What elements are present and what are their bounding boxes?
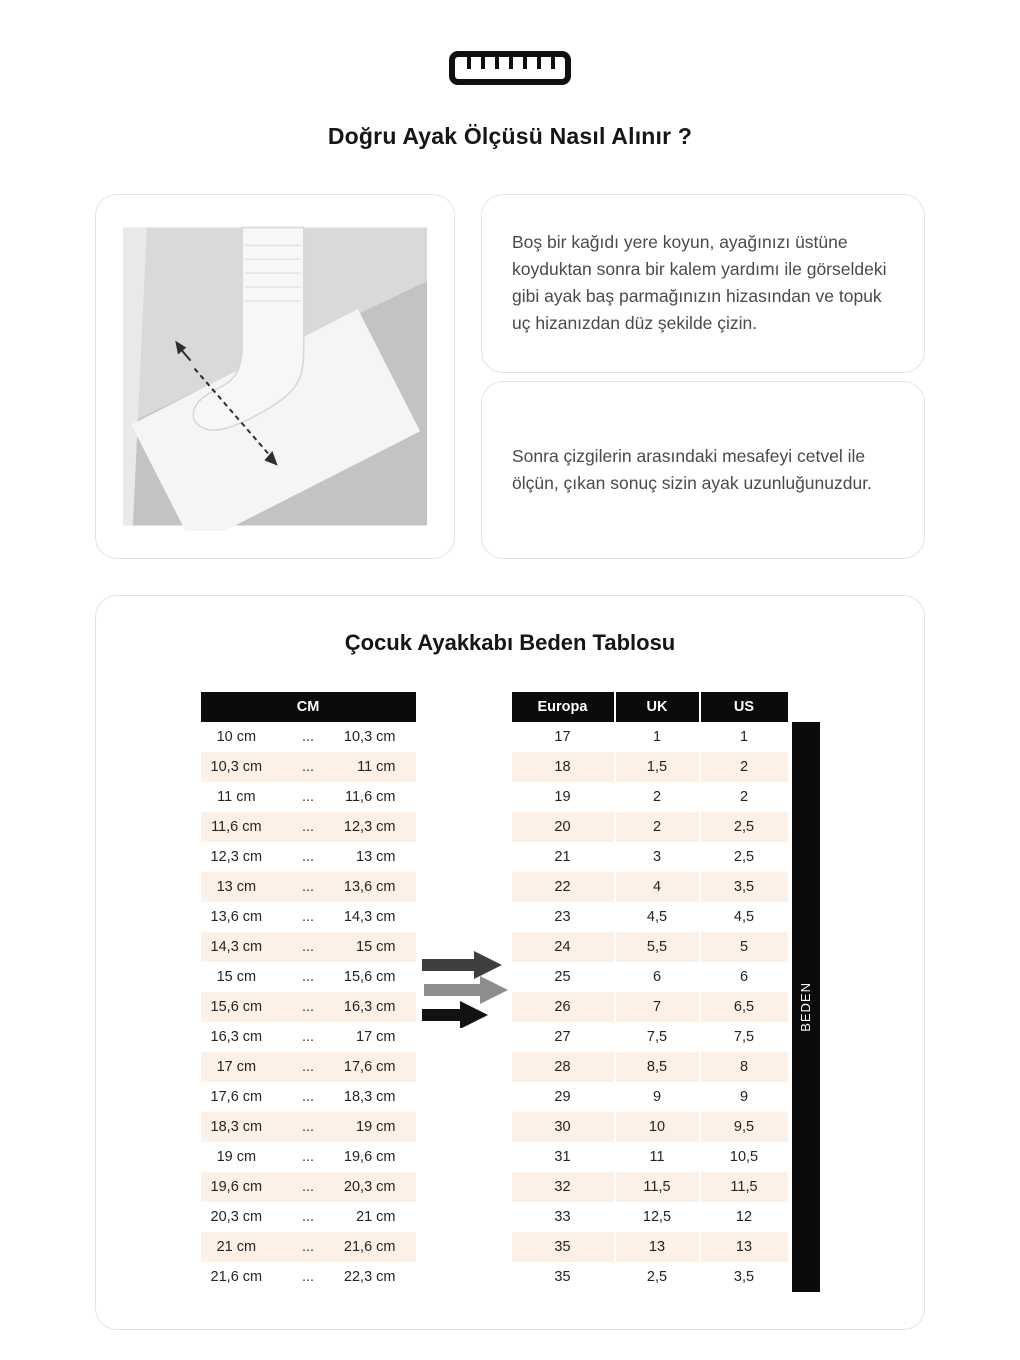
cm-table-row: [201, 1172, 416, 1202]
uk-size-cell: 5,5: [615, 932, 700, 962]
uk-size-cell: 4,5: [615, 902, 700, 932]
cm-table-row: [201, 932, 416, 962]
size-tables-row: [96, 692, 924, 1292]
europa-size-cell: 17: [554, 729, 571, 745]
cm-to-cell: 19 cm: [344, 1112, 416, 1142]
size-header-cell: Europa: [512, 692, 615, 722]
cm-to-cell: 21 cm: [356, 1209, 396, 1225]
uk-size-cell: 6: [615, 962, 700, 992]
cm-from-cell: 12,3 cm: [210, 849, 263, 865]
us-size-cell: 12: [700, 1202, 788, 1232]
europa-size-cell: 24: [512, 932, 615, 962]
cm-from-cell: 20,3 cm: [210, 1209, 263, 1225]
uk-size-cell: 2: [615, 782, 700, 812]
cm-from-cell: 17,6 cm: [210, 1089, 263, 1105]
cm-separator-cell: ...: [272, 1112, 344, 1142]
europa-size-cell: 18: [512, 752, 615, 782]
us-size-cell: 11,5: [700, 1172, 788, 1202]
cm-separator-cell: ...: [301, 969, 315, 985]
page-title: Doğru Ayak Ölçüsü Nasıl Alınır ?: [327, 123, 693, 149]
uk-size-cell: 9: [615, 1082, 700, 1112]
size-table-body: [512, 722, 788, 1292]
cm-from-cell: 11,6 cm: [201, 812, 273, 842]
instruction-step-2: [481, 381, 925, 560]
cm-separator-cell: ...: [272, 1232, 344, 1262]
cm-separator-cell: ...: [301, 1149, 315, 1165]
us-size-cell: 2: [700, 782, 788, 812]
cm-table-row: [201, 1082, 416, 1112]
uk-size-cell: 1,5: [615, 752, 700, 782]
us-size-cell: 7,5: [700, 1022, 788, 1052]
cm-from-cell: 15,6 cm: [201, 992, 273, 1022]
size-table-row: [512, 752, 788, 782]
cm-separator-cell: ...: [272, 1052, 344, 1082]
instruction-text-column: [481, 194, 925, 559]
cm-to-cell: 11 cm: [344, 752, 416, 782]
size-table-row: [512, 1142, 788, 1172]
cm-to-cell: 12,3 cm: [344, 812, 416, 842]
transfer-arrows-icon: [416, 950, 512, 1028]
size-table-row: [512, 1022, 788, 1052]
us-size-cell: 1: [700, 722, 788, 752]
cm-from-cell: 10 cm: [216, 729, 257, 745]
cm-table-row: [201, 782, 416, 812]
cm-table-row: [201, 1262, 416, 1292]
uk-size-cell: 8,5: [615, 1052, 700, 1082]
europa-size-cell: 35: [512, 1232, 615, 1262]
cm-separator-cell: ...: [301, 909, 315, 925]
europa-size-cell: 28: [512, 1052, 615, 1082]
beden-side-bar: [792, 722, 820, 1292]
us-size-cell: 8: [700, 1052, 788, 1082]
cm-from-cell: 18,3 cm: [201, 1112, 273, 1142]
us-size-cell: 6: [700, 962, 788, 992]
size-table-row: [512, 902, 788, 932]
instruction-step-2-text: Sonra çizgilerin arasındaki mesafeyi cetvel ile ölçün, çıkan sonuç sizin ayak uzunluğunuzdur.: [512, 445, 872, 493]
europa-size-cell: 25: [554, 969, 571, 985]
cm-separator-cell: ...: [272, 1172, 344, 1202]
us-size-cell: 13: [700, 1232, 788, 1262]
size-header-cell: US: [700, 692, 788, 722]
us-size-cell: 2: [700, 752, 788, 782]
cm-to-cell: 17 cm: [356, 1029, 396, 1045]
uk-size-cell: 4: [615, 872, 700, 902]
size-table-row: [512, 1112, 788, 1142]
cm-to-cell: 13,6 cm: [344, 872, 416, 902]
size-table-row: [512, 1082, 788, 1112]
us-size-cell: 2,5: [700, 842, 788, 872]
cm-table-row: [201, 752, 416, 782]
us-size-cell: 10,5: [700, 1142, 788, 1172]
europa-size-cell: 29: [554, 1089, 571, 1105]
cm-to-cell: 17,6 cm: [344, 1052, 416, 1082]
cm-table-row: [201, 872, 416, 902]
cm-to-cell: 10,3 cm: [343, 729, 396, 745]
beden-side-label: BEDEN: [798, 982, 813, 1032]
size-table-row: [512, 1262, 788, 1292]
ruler-icon: [449, 50, 571, 86]
cm-table-body: [201, 722, 416, 1292]
cm-to-cell: 15,6 cm: [343, 969, 396, 985]
europa-size-cell: 30: [512, 1112, 615, 1142]
cm-from-cell: 10,3 cm: [201, 752, 273, 782]
europa-size-cell: 21: [554, 849, 571, 865]
cm-header-cell: CM: [201, 692, 416, 722]
page-header: [0, 0, 1020, 150]
cm-from-cell: 19 cm: [216, 1149, 257, 1165]
cm-from-cell: 14,3 cm: [201, 932, 273, 962]
size-table-row: [512, 962, 788, 992]
cm-to-cell: 16,3 cm: [344, 992, 416, 1022]
us-size-cell: 6,5: [700, 992, 788, 1022]
cm-from-cell: 15 cm: [216, 969, 257, 985]
cm-separator-cell: ...: [301, 849, 315, 865]
cm-from-cell: 13,6 cm: [210, 909, 263, 925]
us-size-cell: 9: [700, 1082, 788, 1112]
cm-to-cell: 22,3 cm: [343, 1269, 396, 1285]
cm-to-cell: 18,3 cm: [343, 1089, 396, 1105]
cm-table-row: [201, 842, 416, 872]
us-size-cell: 3,5: [700, 872, 788, 902]
us-size-cell: 2,5: [700, 812, 788, 842]
cm-table-row: [201, 722, 416, 752]
cm-separator-cell: ...: [301, 789, 315, 805]
cm-to-cell: 20,3 cm: [344, 1172, 416, 1202]
size-table-card: [95, 595, 925, 1330]
cm-table-row: [201, 902, 416, 932]
us-size-cell: 9,5: [700, 1112, 788, 1142]
cm-table-row: [201, 1202, 416, 1232]
uk-size-cell: 2: [615, 812, 700, 842]
europa-size-cell: 20: [512, 812, 615, 842]
size-table-row: [512, 1172, 788, 1202]
europa-size-cell: 27: [554, 1029, 571, 1045]
size-table-header-row: [512, 692, 788, 722]
size-table-row: [512, 1052, 788, 1082]
uk-size-cell: 11: [615, 1142, 700, 1172]
size-table: [512, 692, 788, 1292]
cm-separator-cell: ...: [272, 992, 344, 1022]
cm-from-cell: 13 cm: [201, 872, 273, 902]
size-table-row: [512, 872, 788, 902]
size-table-row: [512, 1232, 788, 1262]
cm-from-cell: 17 cm: [201, 1052, 273, 1082]
cm-to-cell: 19,6 cm: [343, 1149, 396, 1165]
us-size-cell: 3,5: [700, 1262, 788, 1292]
instruction-section: [0, 194, 1020, 559]
size-table-title: Çocuk Ayakkabı Beden Tablosu: [344, 630, 676, 655]
europa-size-cell: 22: [512, 872, 615, 902]
cm-to-cell: 21,6 cm: [344, 1232, 416, 1262]
size-table-row: [512, 722, 788, 752]
cm-table: [201, 692, 416, 1292]
cm-to-cell: 14,3 cm: [343, 909, 396, 925]
uk-size-cell: 2,5: [615, 1262, 700, 1292]
size-table-row: [512, 992, 788, 1022]
foot-on-paper-illustration: [123, 222, 427, 531]
size-table-row: [512, 1202, 788, 1232]
europa-size-cell: 32: [512, 1172, 615, 1202]
europa-size-cell: 31: [554, 1149, 571, 1165]
uk-size-cell: 3: [615, 842, 700, 872]
uk-size-cell: 13: [615, 1232, 700, 1262]
size-table-row: [512, 782, 788, 812]
cm-separator-cell: ...: [301, 1269, 315, 1285]
cm-to-cell: 15 cm: [344, 932, 416, 962]
uk-size-cell: 7: [615, 992, 700, 1022]
size-table-row: [512, 842, 788, 872]
cm-to-cell: 11,6 cm: [344, 789, 396, 805]
us-size-cell: 5: [700, 932, 788, 962]
cm-separator-cell: ...: [272, 872, 344, 902]
cm-separator-cell: ...: [301, 1209, 315, 1225]
size-table-row: [512, 932, 788, 962]
cm-separator-cell: ...: [301, 729, 315, 745]
cm-table-row: [201, 962, 416, 992]
cm-table-row: [201, 1112, 416, 1142]
cm-table-row: [201, 1142, 416, 1172]
uk-size-cell: 1: [615, 722, 700, 752]
instruction-step-1: [481, 194, 925, 373]
cm-table-header-row: [201, 692, 416, 722]
europa-size-cell: 26: [512, 992, 615, 1022]
instruction-step-1-text: Boş bir kağıdı yere koyun, ayağınızı üstüne koyduktan sonra bir kalem yardımı ile görseldeki gibi ayak baş parmağınızın hizasından ve topuk uç hizanızdan düz şekilde çizin.: [512, 232, 887, 334]
us-size-cell: 4,5: [700, 902, 788, 932]
cm-to-cell: 13 cm: [356, 849, 396, 865]
cm-table-row: [201, 992, 416, 1022]
cm-from-cell: 21,6 cm: [210, 1269, 263, 1285]
size-table-row: [512, 812, 788, 842]
cm-separator-cell: ...: [272, 812, 344, 842]
europa-size-cell: 19: [554, 789, 571, 805]
cm-table-row: [201, 1232, 416, 1262]
europa-size-cell: 23: [554, 909, 571, 925]
cm-separator-cell: ...: [301, 1089, 315, 1105]
europa-size-cell: 35: [554, 1269, 571, 1285]
uk-size-cell: 10: [615, 1112, 700, 1142]
uk-size-cell: 11,5: [615, 1172, 700, 1202]
uk-size-cell: 7,5: [615, 1022, 700, 1052]
foot-illustration-card: [95, 194, 455, 559]
cm-from-cell: 11 cm: [217, 789, 256, 805]
europa-size-cell: 33: [554, 1209, 571, 1225]
cm-table-row: [201, 812, 416, 842]
size-header-cell: UK: [615, 692, 700, 722]
cm-from-cell: 16,3 cm: [210, 1029, 263, 1045]
cm-table-row: [201, 1052, 416, 1082]
cm-separator-cell: ...: [272, 932, 344, 962]
cm-from-cell: 21 cm: [201, 1232, 273, 1262]
cm-separator-cell: ...: [272, 752, 344, 782]
uk-size-cell: 12,5: [615, 1202, 700, 1232]
cm-table-row: [201, 1022, 416, 1052]
cm-from-cell: 19,6 cm: [201, 1172, 273, 1202]
cm-separator-cell: ...: [301, 1029, 315, 1045]
